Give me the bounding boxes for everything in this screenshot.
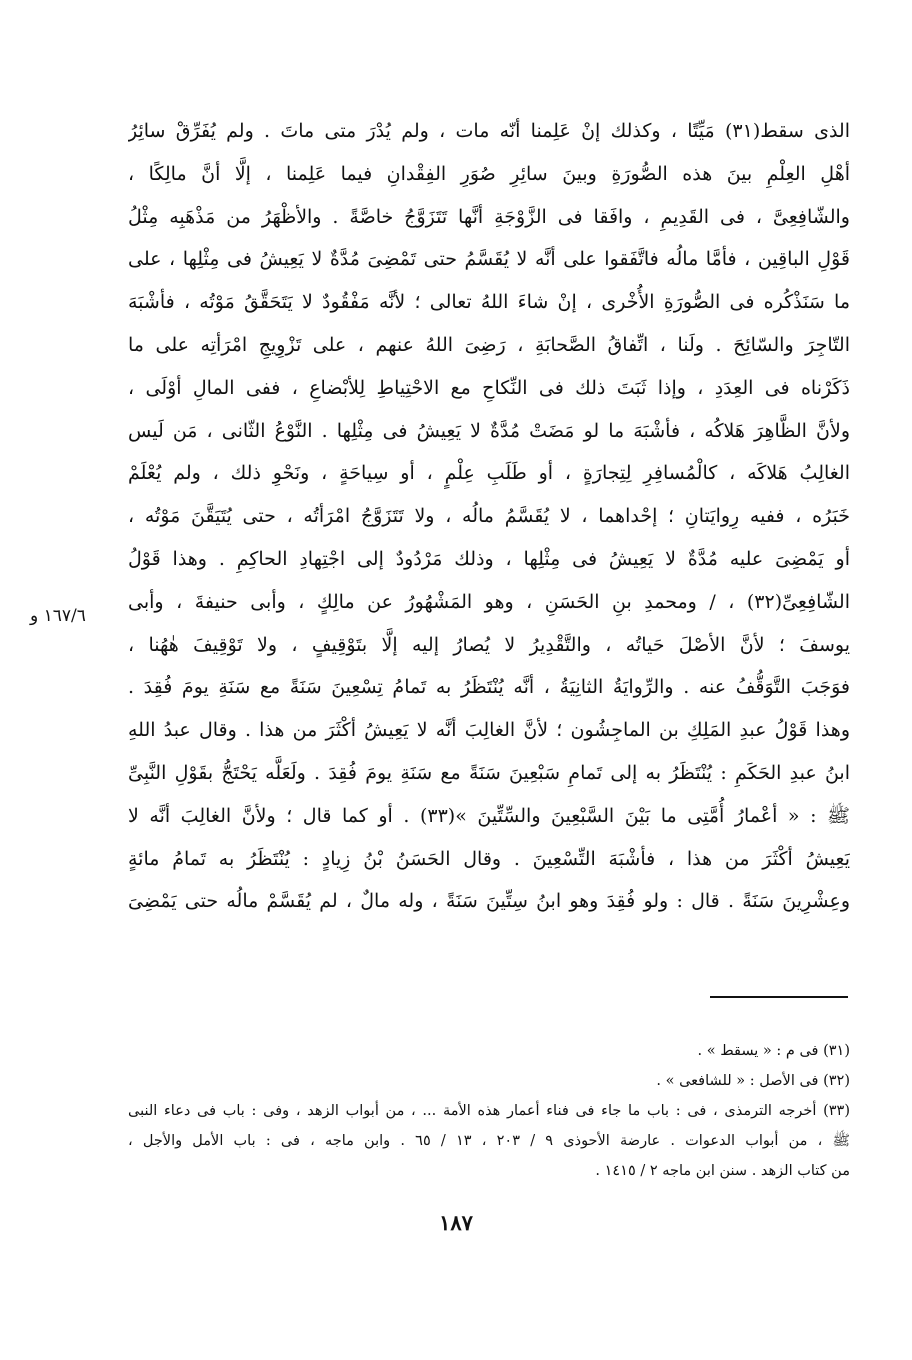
footnote-32: (٣٢) فى الأصل : « للشافعى » . xyxy=(656,1073,850,1089)
text-line: يوسفَ ؛ لأنَّ الأصْلَ حَياتُه ، والتَّقْدِيرُ لا يُصارُ إليه إلَّا بتَوْقِيفٍ ، ولا تَوْقِيفَ هٰهُنا ، xyxy=(128,633,850,656)
footnote-separator xyxy=(710,996,848,998)
footnotes-block xyxy=(128,1036,850,1186)
text-line: التّاجِرَ والسّائِحَ . ولَنا ، اتِّفاقُ الصَّحابَةِ ، رَضِىَ اللهُ عنهم ، على تَزْوِيجِ امْرَأتِه على ما xyxy=(128,333,850,356)
page-number: ١٨٧ xyxy=(439,1210,473,1235)
main-text-block xyxy=(128,110,850,923)
footnote-33: (٣٣) أخرجه الترمذى ، فى : باب ما جاء فى فناء أعمار هذه الأمة ... ، من أبواب الزهد ، وفى : باب فى دعاء النبى xyxy=(128,1103,850,1119)
manuscript-folio-note: ١٦٧/٦ و xyxy=(30,606,86,626)
text-line: خَبَرُه ، ففيه رِوايَتانِ ؛ إحْداهما ، لا يُقَسَّمُ مالُه ، ولا تَتَزَوَّجُ امْرَأتُه ، حتى يُتَيَقَّنَ مَوْتُه ، xyxy=(128,505,850,528)
text-line: ابنُ عبدِ الحَكَمِ : يُنْتَظَرُ به إلى تَمامِ سَبْعِينَ سَنَةً مع سَنَةِ يومَ فُقِدَ . ولَعَلَّه يَحْتَجُّ بقَوْلِ النَّبِىِّ xyxy=(128,761,850,784)
text-line: أهْلِ العِلْمِ بينَ هذه الصُّورَةِ وبينَ سائِرِ صُوَرِ الفِقْدانِ فيما عَلِمنا ، إلَّا أنَّ مالِكًا ، xyxy=(128,162,850,185)
text-line: وهذا قَوْلُ عبدِ المَلِكِ بن الماجِشُون ؛ لأنَّ الغالِبَ أنَّه لا يَعِيشُ أكْثَرَ من هذا . وقال عبدُ اللهِ xyxy=(128,719,850,742)
text-line: قَوْلِ الباقِين ، فأمَّا مالُه فاتَّفَقوا على أنَّه لا يُقَسَّمُ حتى تَمْضِىَ مُدَّةٌ لا يَعِيشُ فى مِثْلِها ، على xyxy=(128,248,850,271)
footnote-33-continued: ﷺ ، من أبواب الدعوات . عارضة الأحوذى ٩ / ٢٠٣ ، ١٣ / ٦٥ . وابن ماجه ، فى : باب الأمل والأجل ، xyxy=(128,1133,850,1149)
text-line: وعِشْرِينَ سَنَةً . قال : ولو فُقِدَ وهو ابنُ سِتِّينَ سَنَةً ، وله مالٌ ، لم يُقَسَّمْ مالُه حتى يَمْضِىَ xyxy=(128,890,850,913)
text-line: ﷺ : « أعْمارُ أُمَّتِى ما بَيْنَ السَّبْعِينَ والسِّتِّينَ »(٣٣) . أو كما قال ؛ ولأنَّ الغالِبَ أنَّه لا xyxy=(128,804,850,827)
text-line: أو يَمْضِىَ عليه مُدَّةٌ لا يَعِيشُ فى مِثْلِها ، وذلك مَرْدُودٌ إلى اجْتِهادِ الحاكِمِ . وهذا قَوْلُ xyxy=(128,547,850,570)
text-line: فوَجَبَ التَّوَقُّفُ عنه . والرِّوايَةُ الثانِيَةُ ، أنَّه يُنْتَظَرُ به تَمامُ تِسْعِينَ سَنَةً مع سَنَةِ يومَ فُقِدَ . xyxy=(128,676,850,699)
footnote-31: (٣١) فى م : « يسقط » . xyxy=(697,1043,850,1059)
text-line: ما سَنَذْكُره فى الصُّورَةِ الأُخْرى ، إنْ شاءَ اللهُ تعالى ؛ لأنَّه مَفْقُودٌ لا يَتَحَقَّقُ مَوْتُه ، فأشْبَهَ xyxy=(128,291,850,314)
text-line: ذَكَرْناه فى العِدَدِ ، وإذا ثَبَتَ ذلك فى النِّكاحِ مع الاحْتِياطِ لِلأبْضاعِ ، ففى المالِ أوْلَى ، xyxy=(128,376,850,399)
text-line: يَعِيشُ أكْثَرَ من هذا ، فأشْبَهَ التِّسْعِينَ . وقال الحَسَنُ بْنُ زِيادٍ : يُنْتَظَرُ به تَمامُ مائةٍ xyxy=(128,847,850,870)
text-line: الذى سقط(٣١) مَيِّتًا ، وكذلك إنْ عَلِمنا أنّه مات ، ولم يُدْرَ متى ماتَ . ولم يُفَرِّقْ سائِرُ xyxy=(128,120,850,142)
text-line: والشّافِعِىَّ ، فى القَدِيمِ ، وافَقا فى الزَّوْجَةِ أنَّها تَتَزَوَّجُ خاصَّةً . والأظْهَرُ من مَذْهَبِه مِثْلُ xyxy=(128,205,850,228)
text-line: الشّافِعِىِّ(٣٢) ، / ومحمدِ بنِ الحَسَنِ ، وهو المَشْهُورُ عن مالِكٍ ، وأبى حنيفةَ ، وأبى xyxy=(128,590,850,613)
footnote-33-end: من كتاب الزهد . سنن ابن ماجه ٢ / ١٤١٥ . xyxy=(595,1163,850,1179)
text-line: الغالِبُ هَلاكَه ، كالْمُسافِرِ لِتِجارَةٍ ، أو طَلَبِ عِلْمٍ ، أو سِياحَةٍ ، ونَحْوِ ذلك ، ولم يُعْلَمْ xyxy=(128,462,850,485)
text-line: ولأنَّ الظَّاهِرَ هَلاكُه ، فأشْبَهَ ما لو مَضَتْ مُدَّةٌ لا يَعِيشُ فى مِثْلِها . النَّوْعُ الثّانى ، مَن لَيس xyxy=(128,419,850,442)
